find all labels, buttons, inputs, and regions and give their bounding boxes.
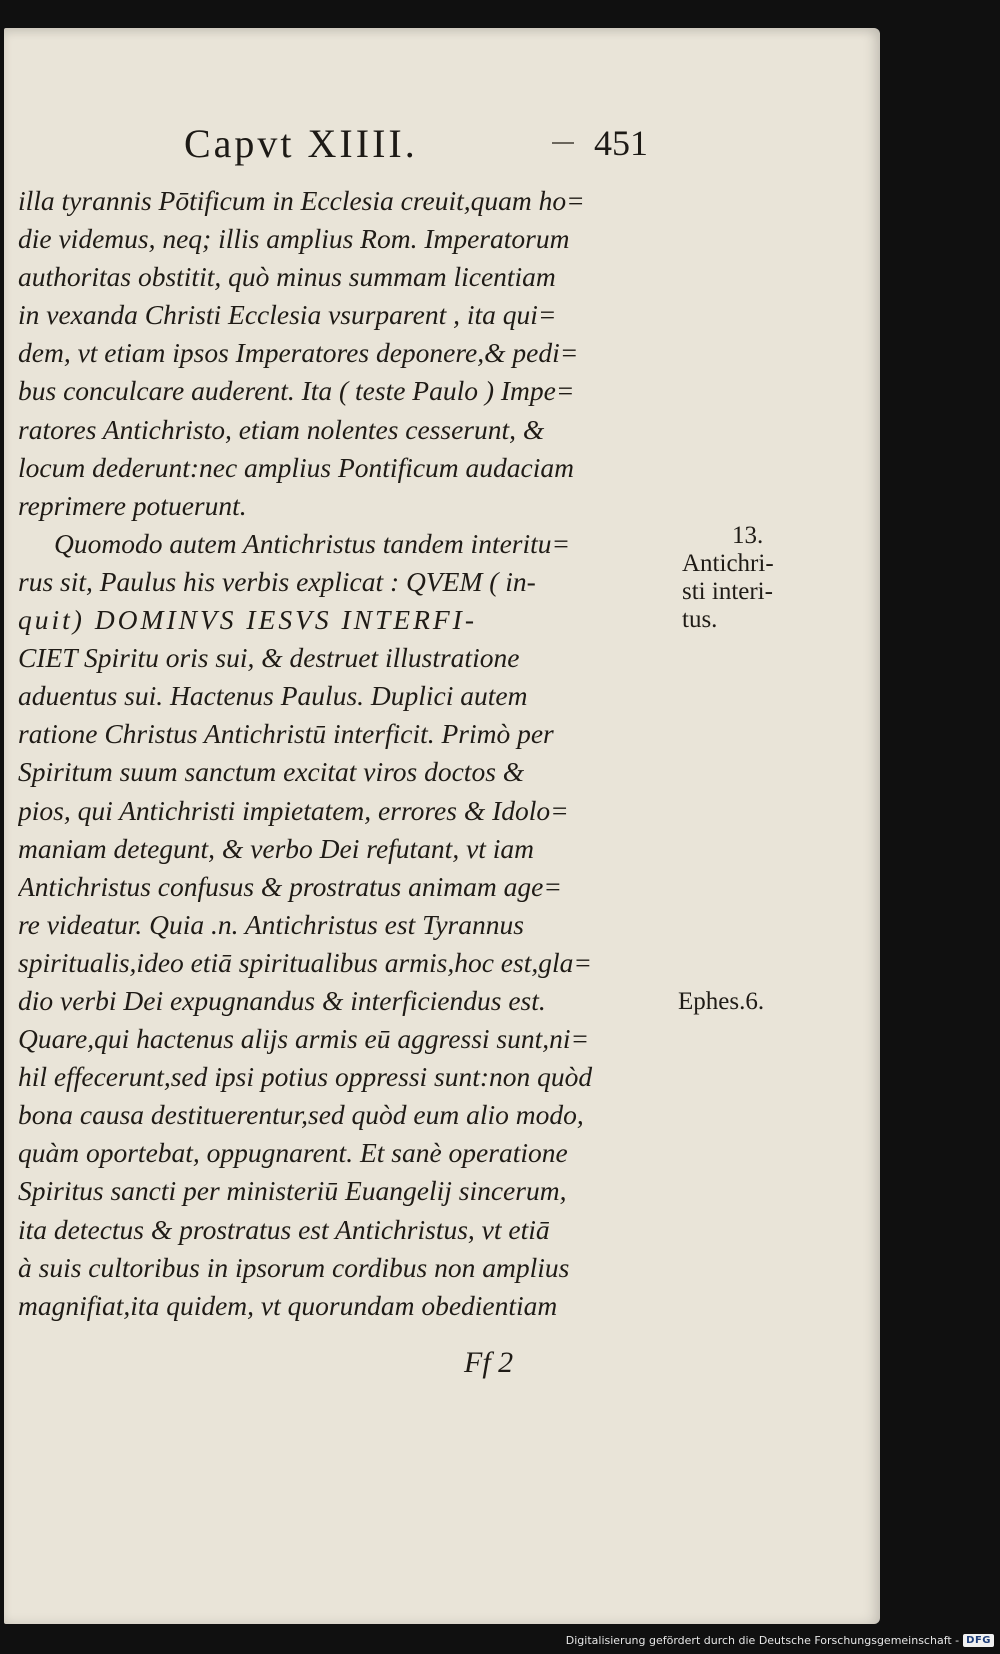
text-line: pios, qui Antichristi impietatem, errores & Idolo=	[18, 794, 569, 826]
margin-note-number: 13.	[732, 522, 764, 549]
text-line: re videatur. Quia .n. Antichristus est Tyrannus	[18, 908, 524, 940]
text-line: bus conculcare auderent. Ita ( teste Paulo ) Impe=	[18, 375, 575, 407]
text-line: reprimere potuerunt.	[18, 489, 247, 521]
text-line: dem, vt etiam ipsos Imperatores deponere,& pedi=	[18, 337, 579, 369]
text-line: aduentus sui. Hactenus Paulus. Duplici autem	[18, 680, 528, 712]
text-line: bona causa destituerentur,sed quòd eum alio modo,	[18, 1099, 584, 1131]
credit-text: Digitalisierung gefördert durch die Deutsche Forschungsgemeinschaft -	[565, 1633, 960, 1647]
text-line: ita detectus & prostratus est Antichristus, vt etiā	[18, 1213, 550, 1245]
text-line: Spiritum suum sanctum excitat viros doctos &	[18, 756, 525, 788]
digitization-credit	[566, 1630, 994, 1650]
text-line: Antichristus confusus & prostratus animam age=	[18, 870, 562, 902]
margin-note-line: sti interi-	[682, 578, 773, 605]
margin-note-line: Antichri-	[682, 550, 774, 577]
text-line: dio verbi Dei expugnandus & interficiendus est.	[18, 984, 546, 1016]
text-line: Quomodo autem Antichristus tandem interitu=	[54, 527, 571, 559]
running-title: Capvt XIIII.	[184, 121, 418, 166]
text-line: locum dederunt:nec amplius Pontificum audaciam	[18, 451, 575, 483]
text-line: à suis cultoribus in ipsorum cordibus non amplius	[18, 1251, 570, 1283]
page-footer	[464, 1346, 664, 1386]
book-page	[4, 28, 880, 1624]
dfg-logo: DFG	[963, 1634, 994, 1647]
text-line: hil effecerunt,sed ipsi potius oppressi sunt:non quòd	[18, 1061, 593, 1093]
text-line: authoritas obstitit, quò minus summam licentiam	[18, 261, 556, 293]
signature-mark: Ff 2	[464, 1346, 514, 1379]
text-line: CIET Spiritu oris sui, & destruet illustratione	[18, 642, 520, 674]
text-line: rus sit, Paulus his verbis explicat : QVEM ( in-	[18, 565, 536, 597]
text-line: die videmus, neq; illis amplius Rom. Imperatorum	[18, 223, 570, 255]
page-number: 451	[594, 123, 648, 163]
text-line: ratione Christus Antichristū interficit. Primò per	[18, 718, 554, 750]
text-line: Quare,qui hactenus alijs armis eū aggressi sunt,ni=	[18, 1023, 590, 1055]
text-line: maniam detegunt, & verbo Dei refutant, vt iam	[18, 832, 535, 864]
text-line: quit) DOMINVS IESVS INTERFI-	[18, 604, 477, 636]
text-line: magnifiat,ita quidem, vt quorundam obedientiam	[18, 1289, 558, 1321]
text-line: in vexanda Christi Ecclesia vsurparent , ita qui=	[18, 299, 557, 331]
text-line: ratores Antichristo, etiam nolentes cesserunt, &	[18, 413, 545, 445]
text-line: Spiritus sancti per ministeriū Euangelij sincerum,	[18, 1175, 567, 1207]
text-line: quàm oportebat, oppugnarent. Et sanè operatione	[18, 1137, 568, 1169]
header-rule	[552, 142, 574, 144]
running-header	[4, 120, 684, 170]
margin-note-reference: Ephes.6.	[678, 988, 765, 1015]
text-line: spiritualis,ideo etiā spiritualibus armis,hoc est,gla=	[18, 946, 592, 978]
margin-note-line: tus.	[682, 606, 718, 633]
text-line: illa tyrannis Pōtificum in Ecclesia creuit,quam ho=	[18, 185, 585, 216]
body-text	[18, 182, 678, 1325]
